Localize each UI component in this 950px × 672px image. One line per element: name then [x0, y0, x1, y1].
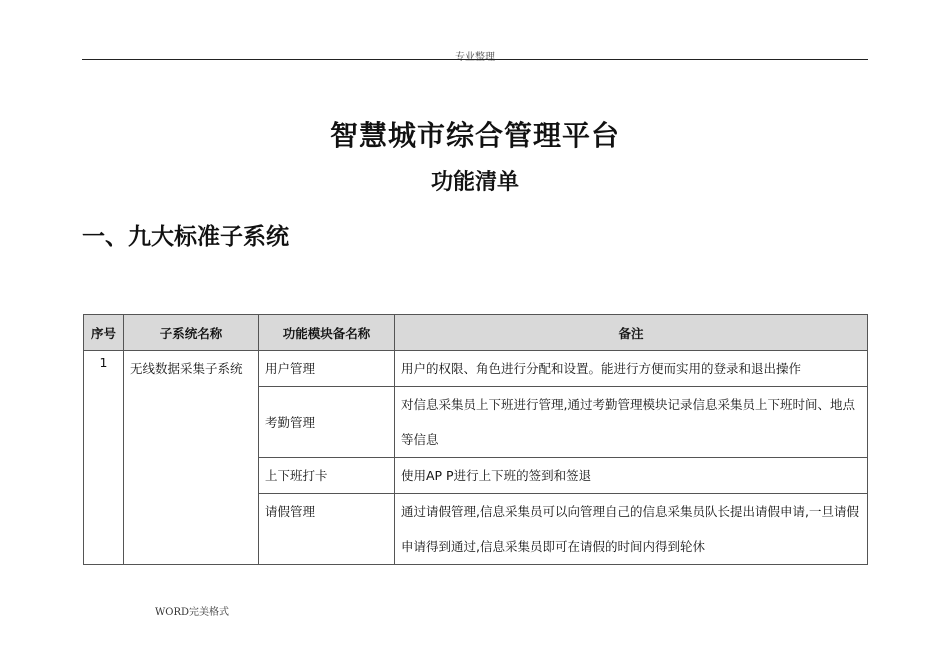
column-header-note: 备注: [395, 315, 868, 351]
column-header-module: 功能模块备名称: [259, 315, 395, 351]
column-header-seq: 序号: [84, 315, 124, 351]
module-cell: 考勤管理: [259, 387, 395, 458]
table-row: [84, 351, 868, 387]
column-header-subsystem: 子系统名称: [124, 315, 259, 351]
header-divider: [82, 59, 868, 60]
page-footer-text: WORD完美格式: [155, 607, 230, 618]
note-cell: 通过请假管理,信息采集员可以向管理自己的信息采集员队长提出请假申请,一旦请假申请得到通过,信息采集员即可在请假的时间内得到轮休: [395, 494, 868, 565]
document-title: 智慧城市综合管理平台: [329, 119, 620, 152]
note-cell: 对信息采集员上下班进行管理,通过考勤管理模块记录信息采集员上下班时间、地点等信息: [395, 387, 868, 458]
table-header-row: [84, 315, 868, 351]
note-cell: 用户的权限、角色进行分配和设置。能进行方便而实用的登录和退出操作: [395, 351, 868, 387]
module-cell: 请假管理: [259, 494, 395, 565]
module-cell: 用户管理: [259, 351, 395, 387]
subsystem-cell: 无线数据采集子系统: [124, 351, 259, 565]
document-subtitle: 功能清单: [430, 170, 519, 195]
module-cell: 上下班打卡: [259, 458, 395, 494]
section-heading: 一、九大标准子系统: [82, 224, 289, 250]
note-cell: 使用AP P进行上下班的签到和签退: [395, 458, 868, 494]
page-header-text: 专业整理: [455, 52, 495, 63]
seq-cell: 1: [84, 351, 124, 565]
function-list-table: [83, 314, 868, 565]
